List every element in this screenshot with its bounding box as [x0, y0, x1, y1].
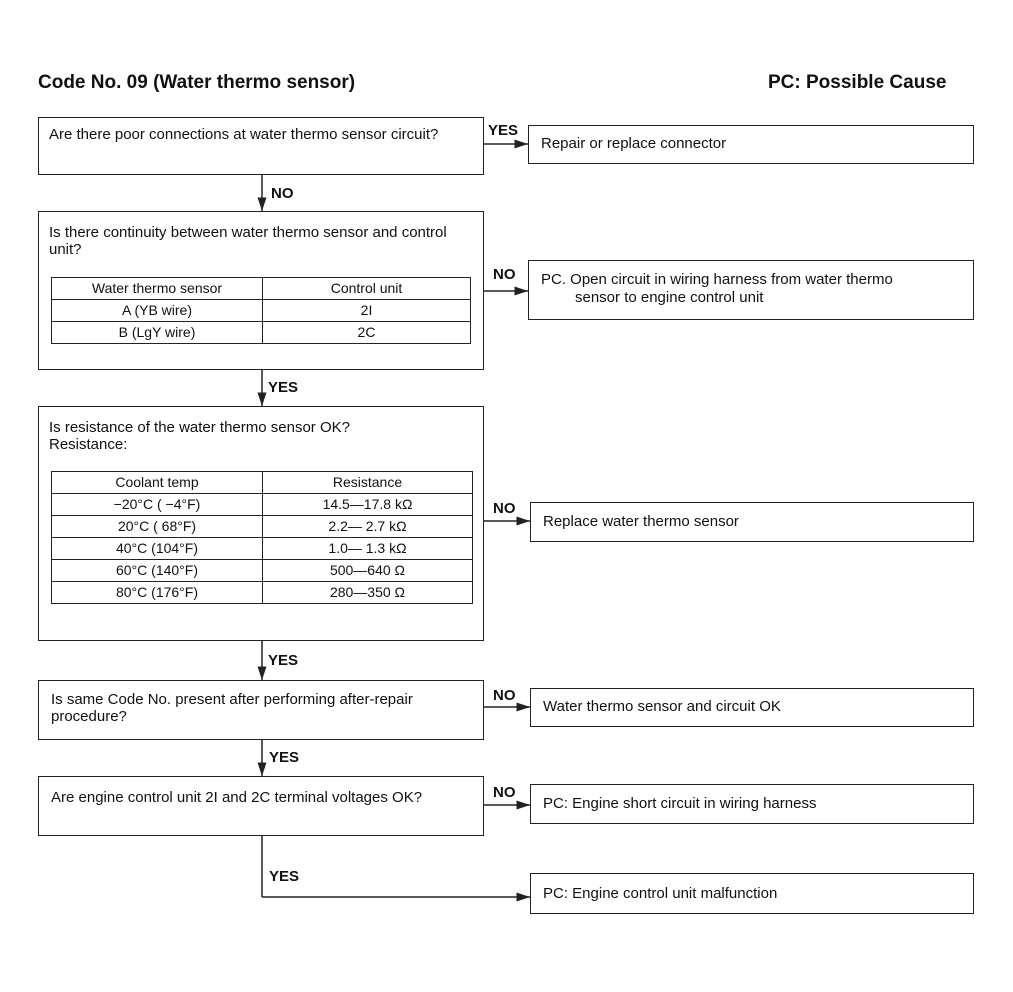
table-cell: 2I [263, 300, 471, 322]
table-cell: 2C [263, 322, 471, 344]
result-box-6 [530, 873, 974, 914]
branch-label-5: NO [493, 784, 516, 801]
table-header: Control unit [263, 278, 471, 300]
question-text-2: Is there continuity between water thermo sensor and control unit? [49, 224, 447, 258]
result-text-6: PC: Engine control unit malfunction [543, 885, 778, 902]
result-text-1: Repair or replace connector [541, 135, 727, 152]
question-text-5: Are engine control unit 2I and 2C terminal voltages OK? [51, 789, 423, 806]
table-header: Coolant temp [52, 472, 263, 494]
question-text-4: Is same Code No. present after performing after-repair procedure? [51, 691, 413, 725]
table-cell: 60°C (140°F) [52, 560, 263, 582]
next-label-1: NO [271, 185, 294, 202]
result-box-2 [528, 260, 974, 320]
continuity-table [51, 277, 471, 344]
possible-cause-legend: PC: Possible Cause [768, 72, 947, 93]
table-header: Water thermo sensor [52, 278, 263, 300]
table-cell: 2.2— 2.7 kΩ [263, 516, 473, 538]
next-label-3: YES [268, 652, 299, 669]
question-text-3 [39, 407, 483, 453]
table-cell: 20°C ( 68°F) [52, 516, 263, 538]
question-text-3b: Resistance: [49, 436, 128, 453]
branch-label-3: NO [493, 500, 516, 517]
table-cell: 1.0— 1.3 kΩ [263, 538, 473, 560]
result-text-5: PC: Engine short circuit in wiring harness [543, 795, 817, 812]
question-box-5 [38, 776, 484, 836]
table-cell: 14.5—17.8 kΩ [263, 494, 473, 516]
result-box-4 [530, 688, 974, 727]
table-header: Resistance [263, 472, 473, 494]
branch-label-2: NO [493, 266, 516, 283]
result-box-1 [528, 125, 974, 164]
question-text-1: Are there poor connections at water thermo sensor circuit? [49, 126, 439, 143]
table-cell: −20°C ( −4°F) [52, 494, 263, 516]
table-cell: 80°C (176°F) [52, 582, 263, 604]
question-text-3a: Is resistance of the water thermo sensor OK? [49, 419, 350, 436]
table-cell: B (LgY wire) [52, 322, 263, 344]
result-text-2a: PC. Open circuit in wiring harness from water thermo [541, 271, 893, 288]
question-box-1 [38, 117, 484, 175]
result-text-2b: sensor to engine control unit [575, 289, 764, 306]
diagram-title: Code No. 09 (Water thermo sensor) [38, 72, 356, 93]
result-box-5 [530, 784, 974, 824]
branch-label-4: NO [493, 687, 516, 704]
table-cell: 500—640 Ω [263, 560, 473, 582]
next-label-4: YES [269, 749, 300, 766]
result-text-3: Replace water thermo sensor [543, 513, 739, 530]
next-label-2: YES [268, 379, 299, 396]
question-box-4 [38, 680, 484, 740]
table-cell: 40°C (104°F) [52, 538, 263, 560]
result-text-4: Water thermo sensor and circuit OK [543, 698, 781, 715]
result-box-3 [530, 502, 974, 542]
resistance-table [51, 471, 473, 604]
table-cell: 280—350 Ω [263, 582, 473, 604]
next-label-5: YES [269, 868, 300, 885]
branch-label-1: YES [488, 122, 519, 139]
table-cell: A (YB wire) [52, 300, 263, 322]
